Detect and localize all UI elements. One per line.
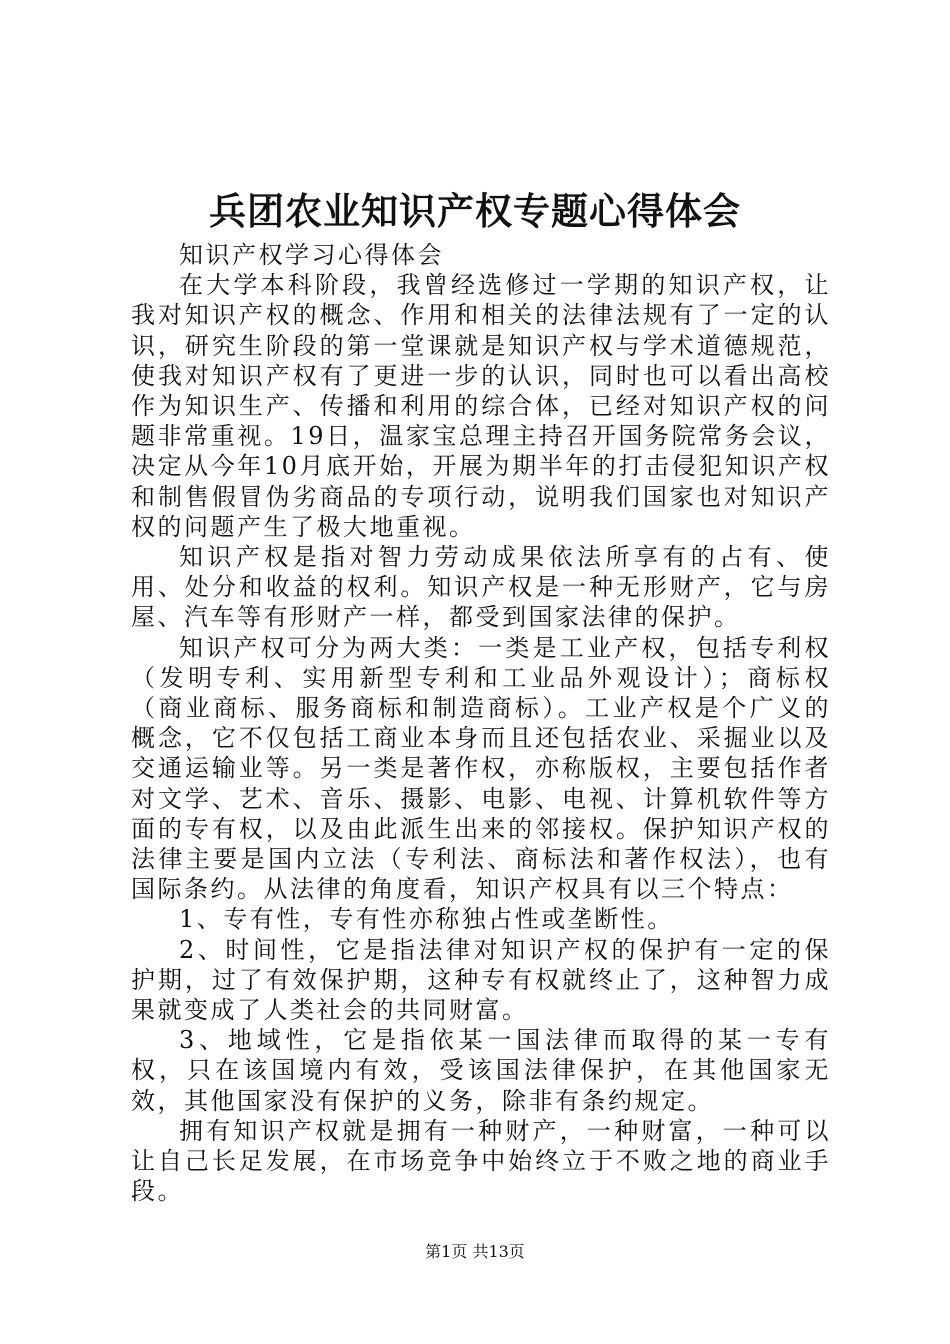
paragraph-categories: 知识产权可分为两大类：一类是工业产权，包括专利权（发明专利、实用新型专利和工业品外观设计）；商标权（商业商标、服务商标和制造商标）。工业产权是个广义的概念，它不仅包括工商业本身而且还包括农业、采掘业以及交通运输业等。另一类是著作权，亦称版权，主要包括作者对文学、艺术、音乐、摄影、电影、电视、计算机软件等方面的专有权，以及由此派生出来的邻接权。保护知识产权的法律主要是国内立法（专利法、商标法和著作权法），也有国际条约。从法律的角度看，知识产权具有以三个特点： <box>131 633 831 904</box>
paragraph-point-1: 1、专有性，专有性亦称独占性或垄断性。 <box>179 905 674 934</box>
paragraph-point-3: 3、地域性，它是指依某一国法律而取得的某一专有权，只在该国境内有效，受该国法律保护，在其他国家无效，其他国家没有保护的义务，除非有条约规定。 <box>131 1026 831 1115</box>
paragraph-intro: 在大学本科阶段，我曾经选修过一学期的知识产权，让我对知识产权的概念、作用和相关的法律法规有了一定的认识，研究生阶段的第一堂课就是知识产权与学术道德规范，使我对知识产权有了更进一步的认识，同时也可以看出高校作为知识生产、传播和利用的综合体，已经对知识产权的问题非常重视。19日，温家宝总理主持召开国务院常务会议，决定从今年10月底开始，开展为期半年的打击侵犯知识产权和制售假冒伪劣商品的专项行动，说明我们国家也对知识产权的问题产生了极大地重视。 <box>131 271 831 541</box>
paragraph-point-2: 2、时间性，它是指法律对知识产权的保护有一定的保护期，过了有效保护期，这种专有权就终止了，这种智力成果就变成了人类社会的共同财富。 <box>131 935 831 1025</box>
paragraph-subtitle: 知识产权学习心得体会 <box>179 241 444 269</box>
document-body <box>131 240 831 1207</box>
document-title: 兵团农业知识产权专题心得体会 <box>209 189 741 233</box>
paragraph-definition: 知识产权是指对智力劳动成果依法所享有的占有、使用、处分和收益的权利。知识产权是一种无形财产，它与房屋、汽车等有形财产一样，都受到国家法律的保护。 <box>131 543 831 632</box>
page-footer: 第1页 共13页 <box>425 1242 525 1261</box>
paragraph-conclusion: 拥有知识产权就是拥有一种财产，一种财富，一种可以让自己长足发展，在市场竞争中始终立于不败之地的商业手段。 <box>131 1116 831 1206</box>
